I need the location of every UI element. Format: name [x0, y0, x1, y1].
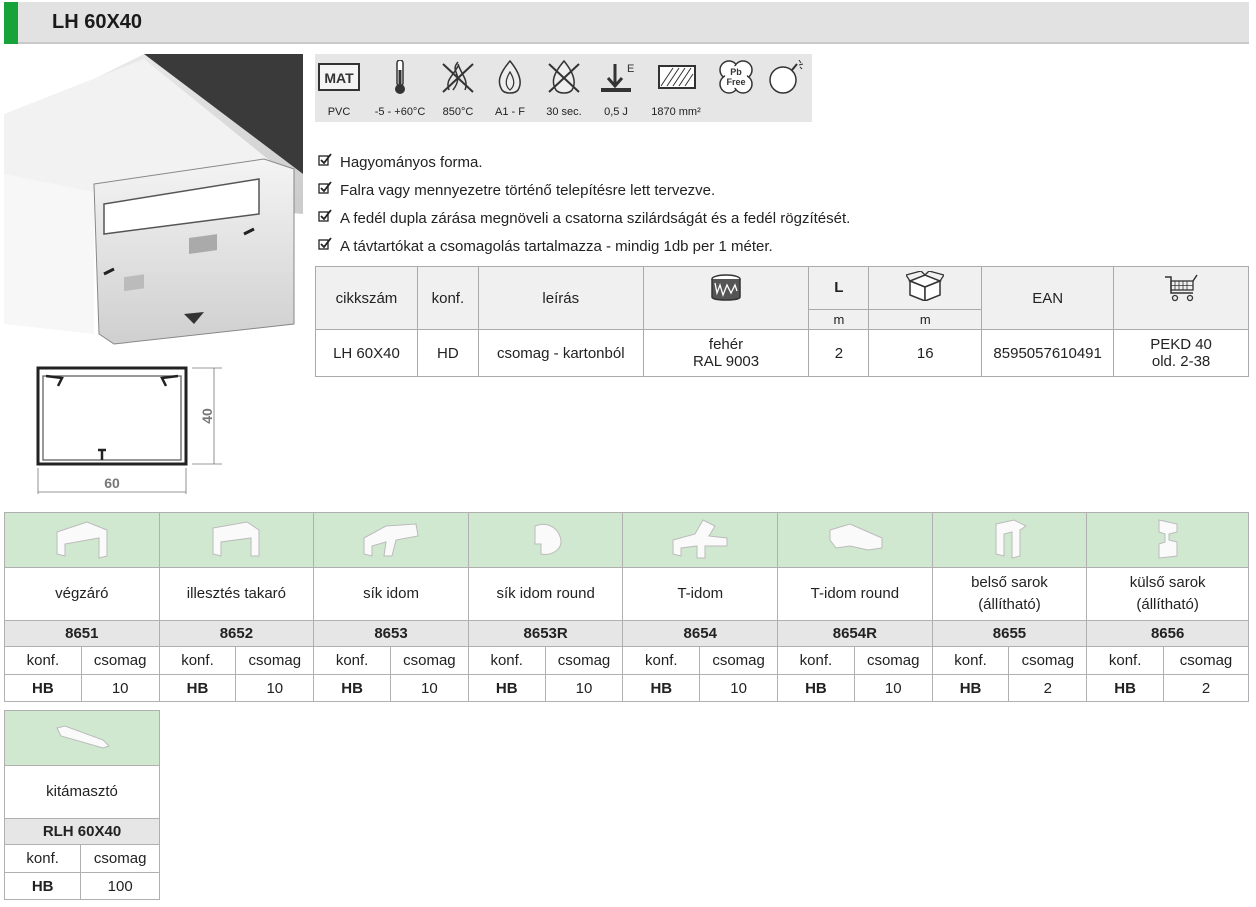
pack-label: csomag — [236, 647, 314, 675]
pack-label: csomag — [854, 647, 932, 675]
burn-time-label: 30 sec. — [546, 106, 582, 118]
feature-item: Hagyományos forma. — [318, 148, 1218, 176]
product-conf: HD — [417, 330, 478, 377]
temperature-label: -5 - +60°C — [374, 106, 426, 118]
svg-text:Pb: Pb — [730, 67, 742, 77]
accessory-code: 8653R — [468, 621, 623, 647]
pack-value: 10 — [81, 675, 159, 702]
accessory-image — [778, 513, 933, 568]
cross-section-icon — [655, 60, 701, 94]
flat-angle-round-image — [511, 516, 581, 560]
conf-value: HB — [314, 675, 391, 702]
accessory-code: 8654R — [778, 621, 933, 647]
header-length-unit: m — [809, 309, 869, 329]
conf-label: konf. — [932, 647, 1009, 675]
product-table — [315, 266, 1249, 377]
flame-icon — [487, 60, 533, 94]
flat-angle-image — [356, 516, 426, 560]
t-piece-round-image — [820, 516, 890, 560]
product-photo — [4, 54, 303, 350]
feature-list — [318, 148, 1218, 260]
conf-value: HB — [159, 675, 236, 702]
header-code: cikkszám — [316, 267, 418, 330]
svg-text:Free: Free — [726, 77, 746, 87]
pack-value: 100 — [81, 873, 160, 900]
accessory-name: belső sarok (állítható) — [932, 568, 1087, 621]
pack-label: csomag — [700, 647, 778, 675]
accessory-code: 8654 — [623, 621, 778, 647]
pack-value: 2 — [1164, 675, 1249, 702]
header-pack-unit: m — [869, 309, 982, 329]
header-desc: leírás — [478, 267, 643, 330]
product-code: LH 60X40 — [316, 330, 418, 377]
box-icon — [906, 271, 944, 301]
accessory-image — [159, 513, 314, 568]
page-header — [4, 2, 1249, 44]
feature-item: A fedél dupla zárása megnöveli a csatorna szilárdságát és a fedél rögzítését. — [318, 204, 1218, 232]
product-pack: 16 — [869, 330, 982, 377]
spacer-image — [47, 714, 117, 758]
conf-label: konf. — [5, 845, 81, 873]
conf-value: HB — [932, 675, 1009, 702]
accessory-name: T-idom — [623, 568, 778, 621]
header-color — [643, 267, 809, 330]
header-conf: konf. — [417, 267, 478, 330]
header-ean: EAN — [982, 267, 1114, 330]
mat-icon — [317, 60, 363, 94]
conf-label: konf. — [159, 647, 236, 675]
conf-label: konf. — [623, 647, 700, 675]
pack-label: csomag — [81, 845, 160, 873]
conf-label: konf. — [314, 647, 391, 675]
pack-label: csomag — [81, 647, 159, 675]
accessory-code: 8655 — [932, 621, 1087, 647]
accessory-image — [623, 513, 778, 568]
checkbox-icon — [318, 237, 340, 255]
table-row — [316, 330, 1249, 377]
feature-item: Falra vagy mennyezetre történő telepítésre lett tervezve. — [318, 176, 1218, 204]
glow-wire-icon — [435, 60, 481, 94]
accessory-name: illesztés takaró — [159, 568, 314, 621]
conf-value: HB — [5, 873, 81, 900]
t-piece-image — [665, 516, 735, 560]
shopping-cart-icon — [1163, 273, 1199, 303]
accessory-name: végzáró — [5, 568, 160, 621]
accessories-table — [4, 512, 1249, 702]
thermometer-icon — [377, 60, 423, 94]
header-length: L — [809, 267, 869, 310]
conf-value: HB — [623, 675, 700, 702]
pack-label: csomag — [1009, 647, 1087, 675]
fire-extinguish-icon — [541, 60, 587, 94]
area-label: 1870 mm² — [651, 106, 701, 118]
accessory-code: 8656 — [1087, 621, 1249, 647]
conf-label: konf. — [1087, 647, 1164, 675]
accessory-image — [1087, 513, 1249, 568]
conf-value: HB — [468, 675, 545, 702]
product-color: fehér RAL 9003 — [643, 330, 809, 377]
impact-label: 0,5 J — [604, 106, 628, 118]
pack-value: 10 — [390, 675, 468, 702]
product-length: 2 — [809, 330, 869, 377]
spacer-code: RLH 60X40 — [5, 819, 160, 845]
height-dimension-label: 40 — [199, 408, 215, 424]
accessory-name: sík idom — [314, 568, 469, 621]
conf-label: konf. — [5, 647, 82, 675]
svg-text:E: E — [627, 63, 635, 75]
feature-item: A távtartókat a csomagolás tartalmazza - mindig 1db per 1 méter. — [318, 232, 1218, 260]
conf-label: konf. — [468, 647, 545, 675]
accessory-name: sík idom round — [468, 568, 623, 621]
glow-wire-label: 850°C — [442, 106, 474, 118]
pack-value: 10 — [700, 675, 778, 702]
accessory-name: T-idom round — [778, 568, 933, 621]
product-catalog: PEKD 40 old. 2-38 — [1114, 330, 1249, 377]
conf-value: HB — [1087, 675, 1164, 702]
header-accent-bar — [4, 2, 18, 44]
spacer-name: kitámasztó — [5, 766, 160, 819]
cross-section-drawing — [32, 364, 224, 496]
bomb-icon — [763, 60, 809, 94]
pack-label: csomag — [390, 647, 468, 675]
header-pack — [869, 267, 982, 310]
checkbox-icon — [318, 209, 340, 227]
pack-value: 10 — [545, 675, 623, 702]
product-desc: csomag - kartonból — [478, 330, 643, 377]
conf-value: HB — [778, 675, 855, 702]
impact-icon — [595, 60, 641, 94]
material-label: PVC — [327, 106, 351, 118]
checkbox-icon — [318, 153, 340, 171]
accessory-image — [468, 513, 623, 568]
accessory-name: külső sarok (állítható) — [1087, 568, 1249, 621]
paint-bucket-icon — [709, 273, 743, 303]
accessory-code: 8651 — [5, 621, 160, 647]
end-cap-image — [47, 516, 117, 560]
joint-cover-image — [201, 516, 271, 560]
page-title: LH 60X40 — [52, 11, 143, 33]
pack-label: csomag — [1164, 647, 1249, 675]
product-ean: 8595057610491 — [982, 330, 1114, 377]
accessory-image — [314, 513, 469, 568]
pack-value: 10 — [854, 675, 932, 702]
outer-corner-image — [1133, 516, 1203, 560]
svg-text:MAT: MAT — [324, 70, 354, 86]
accessory-code: 8653 — [314, 621, 469, 647]
width-dimension-label: 60 — [104, 475, 120, 491]
accessory-code: 8652 — [159, 621, 314, 647]
conf-value: HB — [5, 675, 82, 702]
pack-value: 10 — [236, 675, 314, 702]
properties-icon-strip — [315, 54, 812, 122]
accessory-image — [5, 711, 160, 766]
pack-value: 2 — [1009, 675, 1087, 702]
accessory-image — [932, 513, 1087, 568]
conf-label: konf. — [778, 647, 855, 675]
accessory-image — [5, 513, 160, 568]
pack-label: csomag — [545, 647, 623, 675]
fire-class-label: A1 - F — [495, 106, 525, 118]
header-catalog — [1114, 267, 1249, 330]
inner-corner-image — [974, 516, 1044, 560]
pb-free-icon — [713, 60, 759, 94]
spacer-table — [4, 710, 160, 900]
checkbox-icon — [318, 181, 340, 199]
